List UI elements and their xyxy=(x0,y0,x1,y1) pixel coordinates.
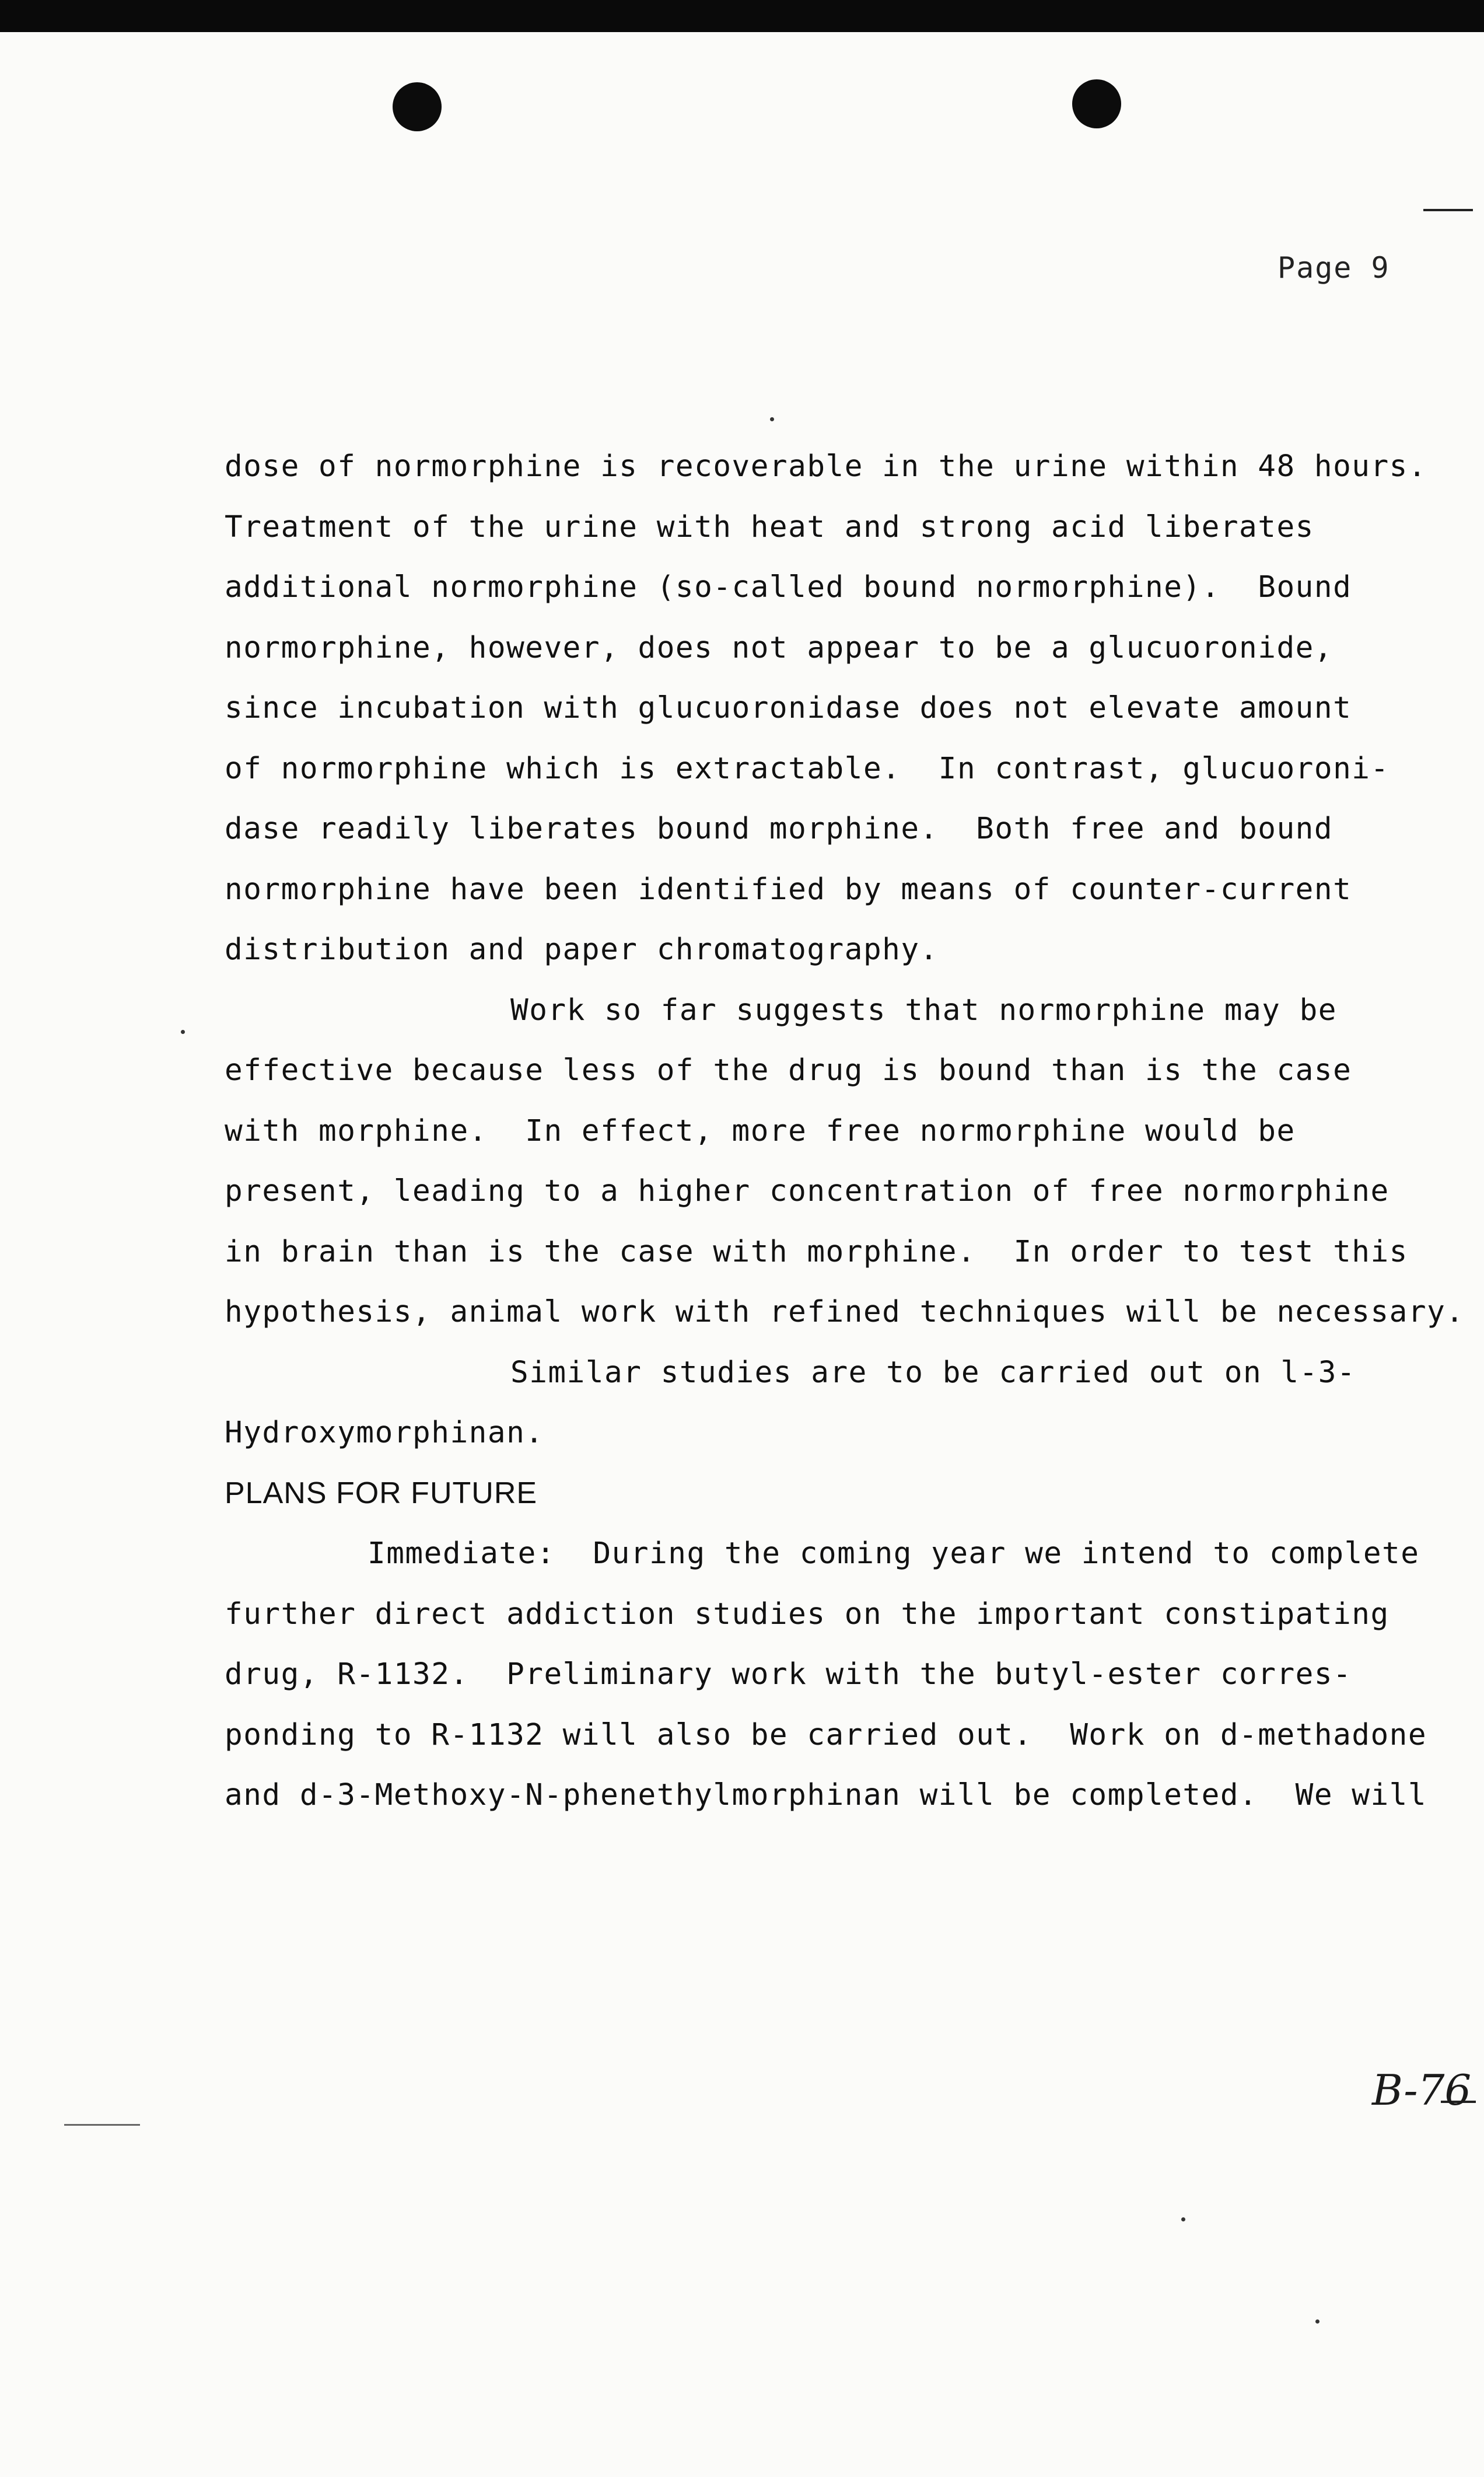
text-line: ponding to R-1132 will also be carried out. Work on d-methadone xyxy=(225,1717,1427,1752)
text-line: additional normorphine (so-called bound normorphine). Bound xyxy=(225,570,1352,605)
text-line: since incubation with glucuoronidase does not elevate amount xyxy=(225,691,1352,725)
margin-mark xyxy=(1423,209,1473,211)
scan-speck xyxy=(181,1030,185,1034)
scan-top-border xyxy=(0,0,1484,32)
text-line: Hydroxymorphinan. xyxy=(225,1416,544,1450)
punch-hole-left xyxy=(393,82,442,131)
text-line: Treatment of the urine with heat and strong acid liberates xyxy=(225,509,1314,544)
text-line: and d-3-Methoxy-N-phenethylmorphinan will be completed. We will xyxy=(225,1778,1427,1812)
margin-mark xyxy=(64,2124,140,2126)
text-line: Work so far suggests that normorphine may be xyxy=(510,993,1338,1028)
text-line: drug, R-1132. Preliminary work with the butyl-ester corres- xyxy=(225,1657,1352,1692)
text-line: normorphine, however, does not appear to be a glucuoronide, xyxy=(225,630,1334,665)
text-line: dose of normorphine is recoverable in the urine within 48 hours. xyxy=(225,449,1427,484)
page-number: Page 9 xyxy=(1278,251,1390,285)
body-text xyxy=(225,436,1479,1826)
text-line: normorphine have been identified by means of counter-current xyxy=(225,872,1352,907)
text-line: Similar studies are to be carried out on l-3- xyxy=(510,1355,1356,1390)
text-line: present, leading to a higher concentration of free normorphine xyxy=(225,1174,1390,1208)
handwritten-page-code: B-76 xyxy=(1372,2066,1472,2115)
section-heading: PLANS FOR FUTURE xyxy=(225,1476,538,1510)
text-line: in brain than is the case with morphine. In order to test this xyxy=(225,1234,1408,1269)
text-line: hypothesis, animal work with refined techniques will be necessary. xyxy=(225,1295,1465,1329)
text-line: effective because less of the drug is bound than is the case xyxy=(225,1053,1352,1088)
scan-speck xyxy=(1315,2319,1320,2324)
text-line: further direct addiction studies on the important constipating xyxy=(225,1596,1390,1631)
scan-speck xyxy=(1181,2217,1185,2221)
text-line: dase readily liberates bound morphine. Both free and bound xyxy=(225,812,1334,846)
scan-speck xyxy=(770,417,774,421)
text-line: with morphine. In effect, more free normorphine would be xyxy=(225,1113,1296,1148)
text-line: Immediate: During the coming year we intend to complete xyxy=(368,1536,1420,1571)
punch-hole-right xyxy=(1072,79,1121,128)
text-line: of normorphine which is extractable. In contrast, glucuoroni- xyxy=(225,751,1390,786)
text-line: distribution and paper chromatography. xyxy=(225,932,939,967)
